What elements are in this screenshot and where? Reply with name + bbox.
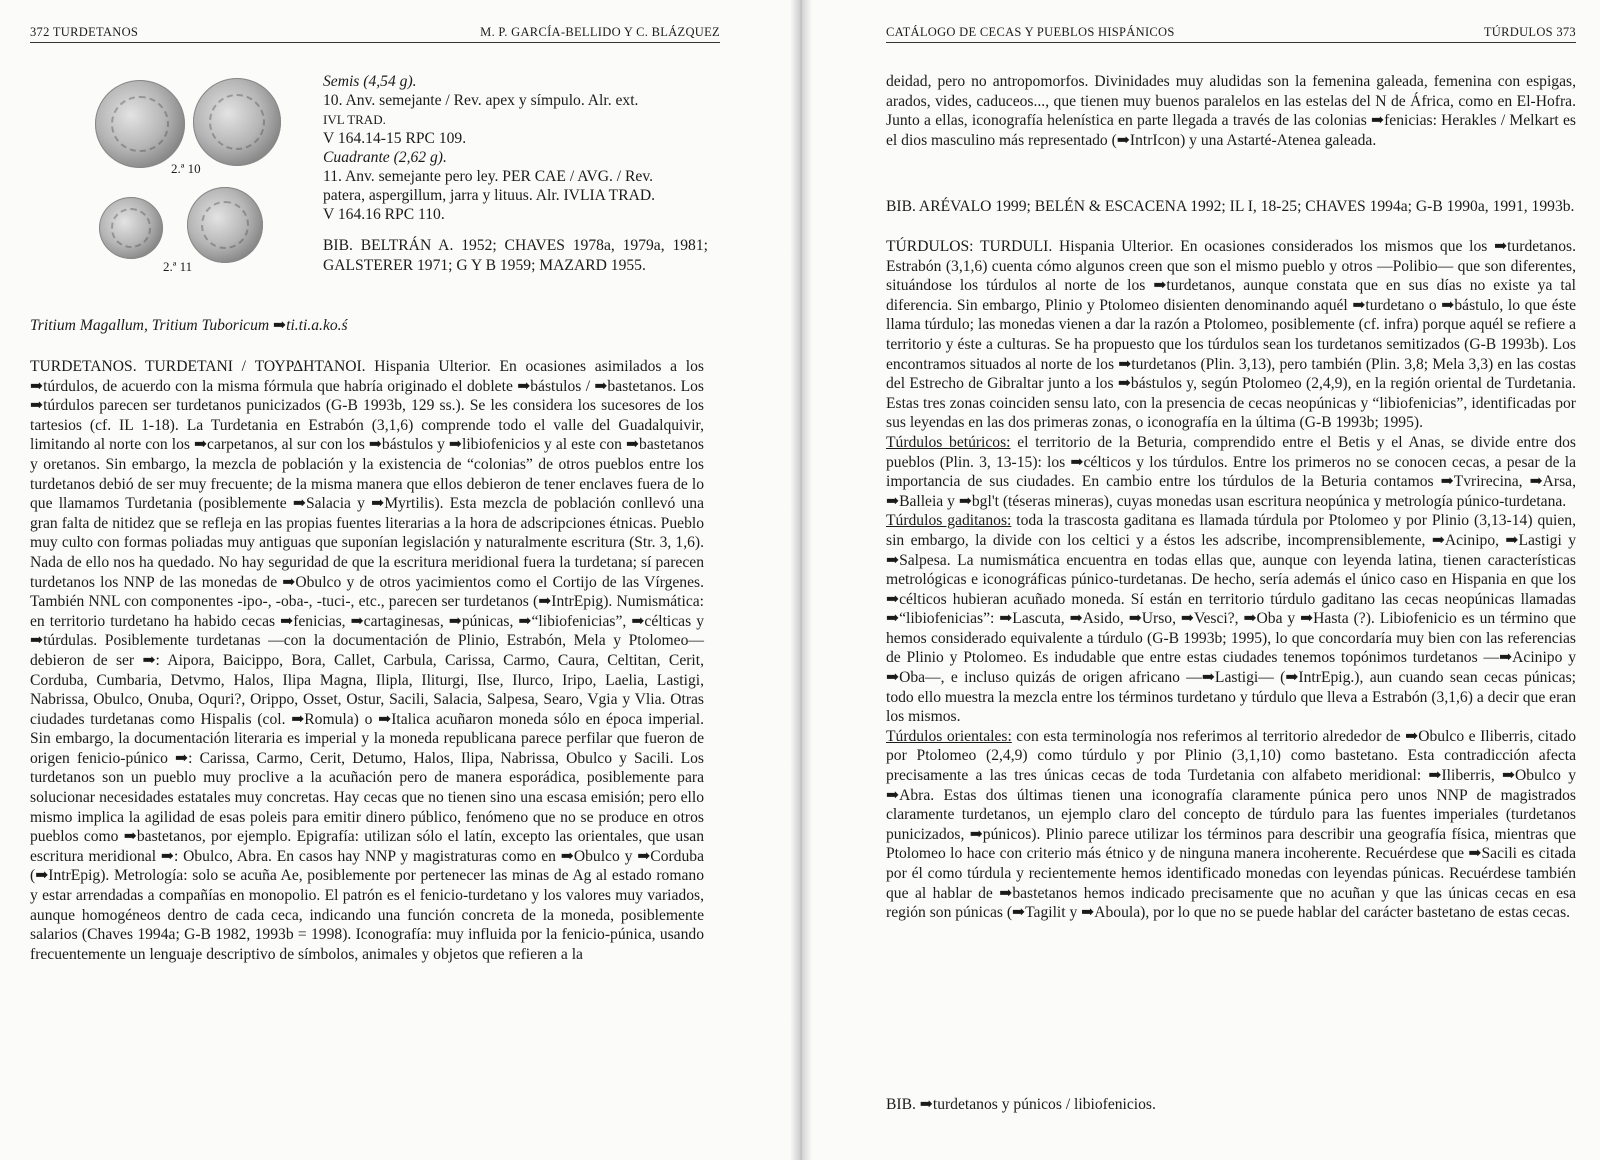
coin-10-obverse	[95, 80, 185, 168]
coin-label-10: 2.ª 10	[171, 161, 201, 176]
right-header-book-title: CATÁLOGO DE CECAS Y PUEBLOS HISPÁNICOS	[886, 25, 1175, 39]
catalog-line: IVL TRAD.	[323, 112, 386, 127]
turdetanos-entry-text: TURDETANOS. TURDETANI / ΤΟΥΡΔΗΤΑΝΟΙ. Hispania Ulterior. En ocasiones asimilados a los ➡túrdulos, de acuerdo con la misma fórmula que habría originado el doblete ➡bástulos / ➡bastetanos. Los ➡túrdulos parecen ser turdetanos punicizados (G-B 1993b, 129 ss.). Se les considera los sucesores de los tartesios (cf. IL 1-18). La Turdetania en Estrabón (3,1,6) comprende todo el valle del Guadalquivir, limitando al norte con los ➡carpetanos, al sur con los ➡bástulos y ➡libiofenicios y al este con ➡bastetanos y oretanos. Sin embargo, la mezcla de población y la existencia de “colonias” de otros pueblos entre los turdetanos debió de ser muy frecuente; de la misma manera que ellos debieron de tener enclaves fuera de lo que llamamos Turdetania (posiblemente ➡Salacia y ➡Myrtilis). Esta mezcla de población conllevó una gran falta de nitidez que se refleja en las propias fuentes literarias a la hora de adscripciones étnicas. Pueblo muy culto con formas poliadas muy antiguas que suponían legislación y naturalmente escritura (Str. 3, 1,6). Nada de ello nos ha quedado. No hay seguridad de que la escritura meridional fuera la turdetana; sí parecen turdetanos los NNP de las monedas de ➡Obulco y de otros yacimientos como el Cortijo de las Vírgenes. También NNL con componentes -ipo-, -oba-, -tuci-, etc., parecen ser turdetanos (➡IntrEpig). Numismática: en territorio turdetano ha habido cecas ➡fenicias, ➡cartaginesas, ➡púnicas, ➡“libiofenicias”, ➡célticas y ➡túrdulas. Posiblemente turdetanas —con la documentación de Plinio, Estrabón, Mela y Ptolomeo— debieron de ser ➡: Aipora, Baicippo, Bora, Callet, Carbula, Carissa, Carmo, Caura, Celtitan, Cerit, Corduba, Cumbaria, Detvmo, Halos, Ilipa Magna, Ilipla, Iliturgi, Ilse, Ilurco, Iripo, Laelia, Lastigi, Nabrissa, Obulco, Onuba, Oquri?, Orippo, Osset, Ostur, Sacili, Salacia, Salpesa, Searo, Vgia y Vlia. Otras ciudades turdetanas como Hispalis (col. ➡Romula) o ➡Italica acuñaron moneda sólo en época imperial. Sin embargo, la documentación literaria es imperial y la moneda republicana parece perfilar que fueron de origen fenicio-púnico ➡: Carissa, Carmo, Cerit, Detumo, Halos, Ilipa, Nabrissa, Obulco y Sacili. Los turdetanos son un pueblo muy proclive a la acuñación pero de manera esporádica, posiblemente para solucionar necesidades estatales muy concretas. Hay cecas que no tienen sino una escasa emisión; pero ello mismo implica la agilidad de esas poleis para emitir dinero público, fenómeno que no se produce en otros pueblos como ➡bastetanos, por ejemplo. Epigrafía: utilizan sólo el latín, excepto las orientales, que usan escritura meridional ➡: Obulco, Abra. En casos hay NNP y magistraturas como en ➡Obulco y ➡Corduba (➡IntrEpig). Metrología: solo se acuña Ae, posiblemente por pertenecer las minas de Ag al estado romano y estar arrendadas a compañías en monopolio. El patrón es el fenicio-turdetano y los valores muy variados, aunque homogéneos dentro de cada ceca, indicando una función concreta de la moneda, posiblemente salarios (Chaves 1994a; G-B 1982, 1993b = 1998). Iconografía: muy influida por la fenicio-púnica, usando frecuentemente un lenguaje descriptivo de símbolos, animales y objetos que refieren a la	[30, 358, 704, 963]
cross-reference: Tritium Magallum, Tritium Tuboricum ➡ti.ti.a.ko.ś	[30, 317, 348, 334]
coin-catalog-entries	[323, 72, 708, 275]
coin-11-obverse	[99, 197, 163, 259]
turdulos-intro: TÚRDULOS: TURDULI. Hispania Ulterior. En ocasiones considerados los mismos que los ➡turdetanos. Estrabón (3,1,6) cuenta cómo algunos creen que son el mismo pueblo y otros —Polibio— que son diferentes, situándose los túrdulos al norte de los ➡turdetanos, aunque constata que en sus días no existe ya tal diferencia. Sin embargo, Plinio y Ptolomeo disienten denominando aquél ➡turdetano o ➡bástulo, lo que éste llama túrdulo; las monedas vienen a dar la razón a Ptolomeo, posiblemente (cf. infra) porque aquél se refiere a territorio y éste a culturas. Se ha propuesto que los túrdulos sean los turdetanos semitizados (G-B 1993b). Los encontramos situados al norte de los ➡turdetanos (Plin. 3,13), pero también (Plin. 3,8; Mela 3,3) en las costas del Estrecho de Gibraltar junto a los ➡bástulos y, según Ptolomeo (2,4,9), en la región oriental de Turdetania. Estas tres zonas coinciden sensu lato, con la presencia de cecas neopúnicas y “libiofenicias”, identificadas por sus leyendas en las dos primeras zonas, o iconografía en la última (G-B 1993b; 1995).	[886, 238, 1576, 432]
turdetanos-entry-continuation: deidad, pero no antropomorfos. Divinidades muy aludidas son la femenina galeada, femenina con espigas, arados, vides, caduceos..., que tienen muy buenos paralelos en las estelas del N de África, como en El-Hofra. Junto a ellas, iconografía helenística en parte llegada a través de las colonias ➡fenicias: Herakles / Melkart es el dios masculino más representado (➡IntrIcon) y una Astarté-Atenea galeada.	[886, 73, 1576, 149]
catalog-line: Cuadrante (2,62 g).	[323, 149, 447, 166]
right-page	[800, 0, 1600, 1160]
turdulos-beturicos-heading: Túrdulos betúricos:	[886, 433, 1011, 451]
turdulos-entry	[886, 237, 1576, 923]
book-gutter	[790, 0, 812, 1160]
turdulos-orientales-heading: Túrdulos orientales:	[886, 727, 1012, 745]
turdulos-orientales-text: con esta terminología nos referimos al territorio alrededor de ➡Obulco e Iliberris, citado por Ptolomeo (2,4,9) como túrdulo y por Plinio (3,1,10) como bastetano. Esta contradicción afecta precisamente a las tres únicas cecas de toda Turdetania con alfabeto meridional: ➡Iliberris, ➡Obulco y ➡Abra. Estas dos últimas tienen una iconografía claramente púnica pero unos NNP de magistrados claramente turdetanos, un ejemplo claro del concepto de túrdulo para las fuentes imperiales (turdetanos punicizados, ➡púnicos). Plinio parece utilizar los términos para describir una geografía física, mientras que Ptolomeo lo hace con criterio más étnico y de ninguna manera incoherente. Recuérdese que ➡Sacili es citada por él como túrdula y recientemente hemos identificado monedas con leyendas púnicas. Recuérdese también que al hablar de ➡bastetanos hemos indicado precisamente que no acuñan y que las únicas cecas en esa región son púnicas (➡Tagilit y ➡Aboula), por lo que no se puede hablar del carácter bastetano de estas cecas.	[886, 727, 1576, 922]
catalog-line: Semis (4,54 g).	[323, 73, 417, 90]
left-header-page-title: 372 TURDETANOS	[30, 25, 139, 39]
right-header-page-title: TÚRDULOS 373	[1483, 25, 1576, 39]
right-running-head	[886, 22, 1576, 43]
left-header-authors: M. P. GARCÍA-BELLIDO Y C. BLÁZQUEZ	[480, 25, 720, 39]
catalog-line: 11. Anv. semejante pero ley. PER CAE / AVG. / Rev.	[323, 168, 654, 185]
turdulos-gaditanos-heading: Túrdulos gaditanos:	[886, 512, 1012, 530]
catalog-line: V 164.14-15 RPC 109.	[323, 130, 467, 147]
turdulos-beturicos-text: el territorio de la Beturia, comprendido entre el Betis y el Anas, se divide entre dos pueblos (Plin. 3, 13-15): los ➡célticos y los túrdulos. Entre los primeros no se conocen cecas, a pesar de la importancia de sus ciudades. En cambio entre los túrdulos de la Beturia contamos ➡Tvrirecina, ➡Arsa, ➡Balleia y ➡bgl't (téseras mineras), cuyas monedas usan escritura neopúnica y metrología púnico-turdetana.	[886, 433, 1576, 510]
coin-illustrations	[95, 75, 295, 285]
catalog-line: patera, aspergillum, jarra y lituus. Alr. IVLIA TRAD.	[323, 187, 656, 204]
left-running-head	[30, 22, 720, 43]
catalog-line: V 164.16 RPC 110.	[323, 206, 445, 223]
turdulos-beturicos-paragraph	[886, 433, 1576, 511]
turdulos-gaditanos-text: toda la trascosta gaditana es llamada túrdula por Ptolomeo y por Plinio (3,13-14) quien, sin embargo, la divide con los celtici y a éstos les adscribe, incomprensiblemente, ➡Acinipo, ➡Lastigi y ➡Salpesa. La numismática encuentra en todas ellas que, aunque con leyenda latina, tienen características metrológicas e iconográficas púnico-turdetanas. De hecho, sería además el único caso en Hispania en que los ➡célticos hubieran acuñado moneda. Sí están en territorio túrdulo gaditano las cecas neopúnicas llamadas ➡“libiofenicias”: ➡Lascuta, ➡Asido, ➡Urso, ➡Vesci?, ➡Oba y ➡Hasta (?). Libiofenicio es un término que hemos considerado equivalente a túrdulo (G-B 1993b; 1995), lo que concordaría muy bien con las referencias de Plinio y Ptolomeo. Es indudable que entre estas ciudades tenemos topónimos turdetanos —➡Acinipo y ➡Oba—, e incluso quizás de origen africano —➡Lastigi— (➡IntrEpig.), aun cuando sean cecas púnicas; todo ello muestra la mezcla entre los términos turdetano y túrdulo que lleva a Estrabón (3,1,6) a decir que eran los mismos.	[886, 512, 1576, 726]
coin-label-11: 2.ª 11	[163, 259, 193, 274]
turdetanos-bibliography: BIB. ARÉVALO 1999; BELÉN & ESCACENA 1992; IL I, 18-25; CHAVES 1994a; G-B 1990a, 1991, 1993b.	[886, 198, 1575, 215]
coin-11-reverse	[187, 187, 263, 263]
turdulos-orientales-paragraph	[886, 727, 1576, 923]
turdulos-gaditanos-paragraph	[886, 511, 1576, 727]
catalog-line: 10. Anv. semejante / Rev. apex y símpulo. Alr. ext.	[323, 92, 639, 109]
turdulos-bibliography: BIB. ➡turdetanos y púnicos / libiofenicios.	[886, 1096, 1156, 1113]
coin-10-reverse	[193, 78, 281, 166]
catalog-bibliography: BIB. BELTRÁN A. 1952; CHAVES 1978a, 1979a, 1981; GALSTERER 1971; G Y B 1959; MAZARD 1955.	[323, 237, 708, 274]
